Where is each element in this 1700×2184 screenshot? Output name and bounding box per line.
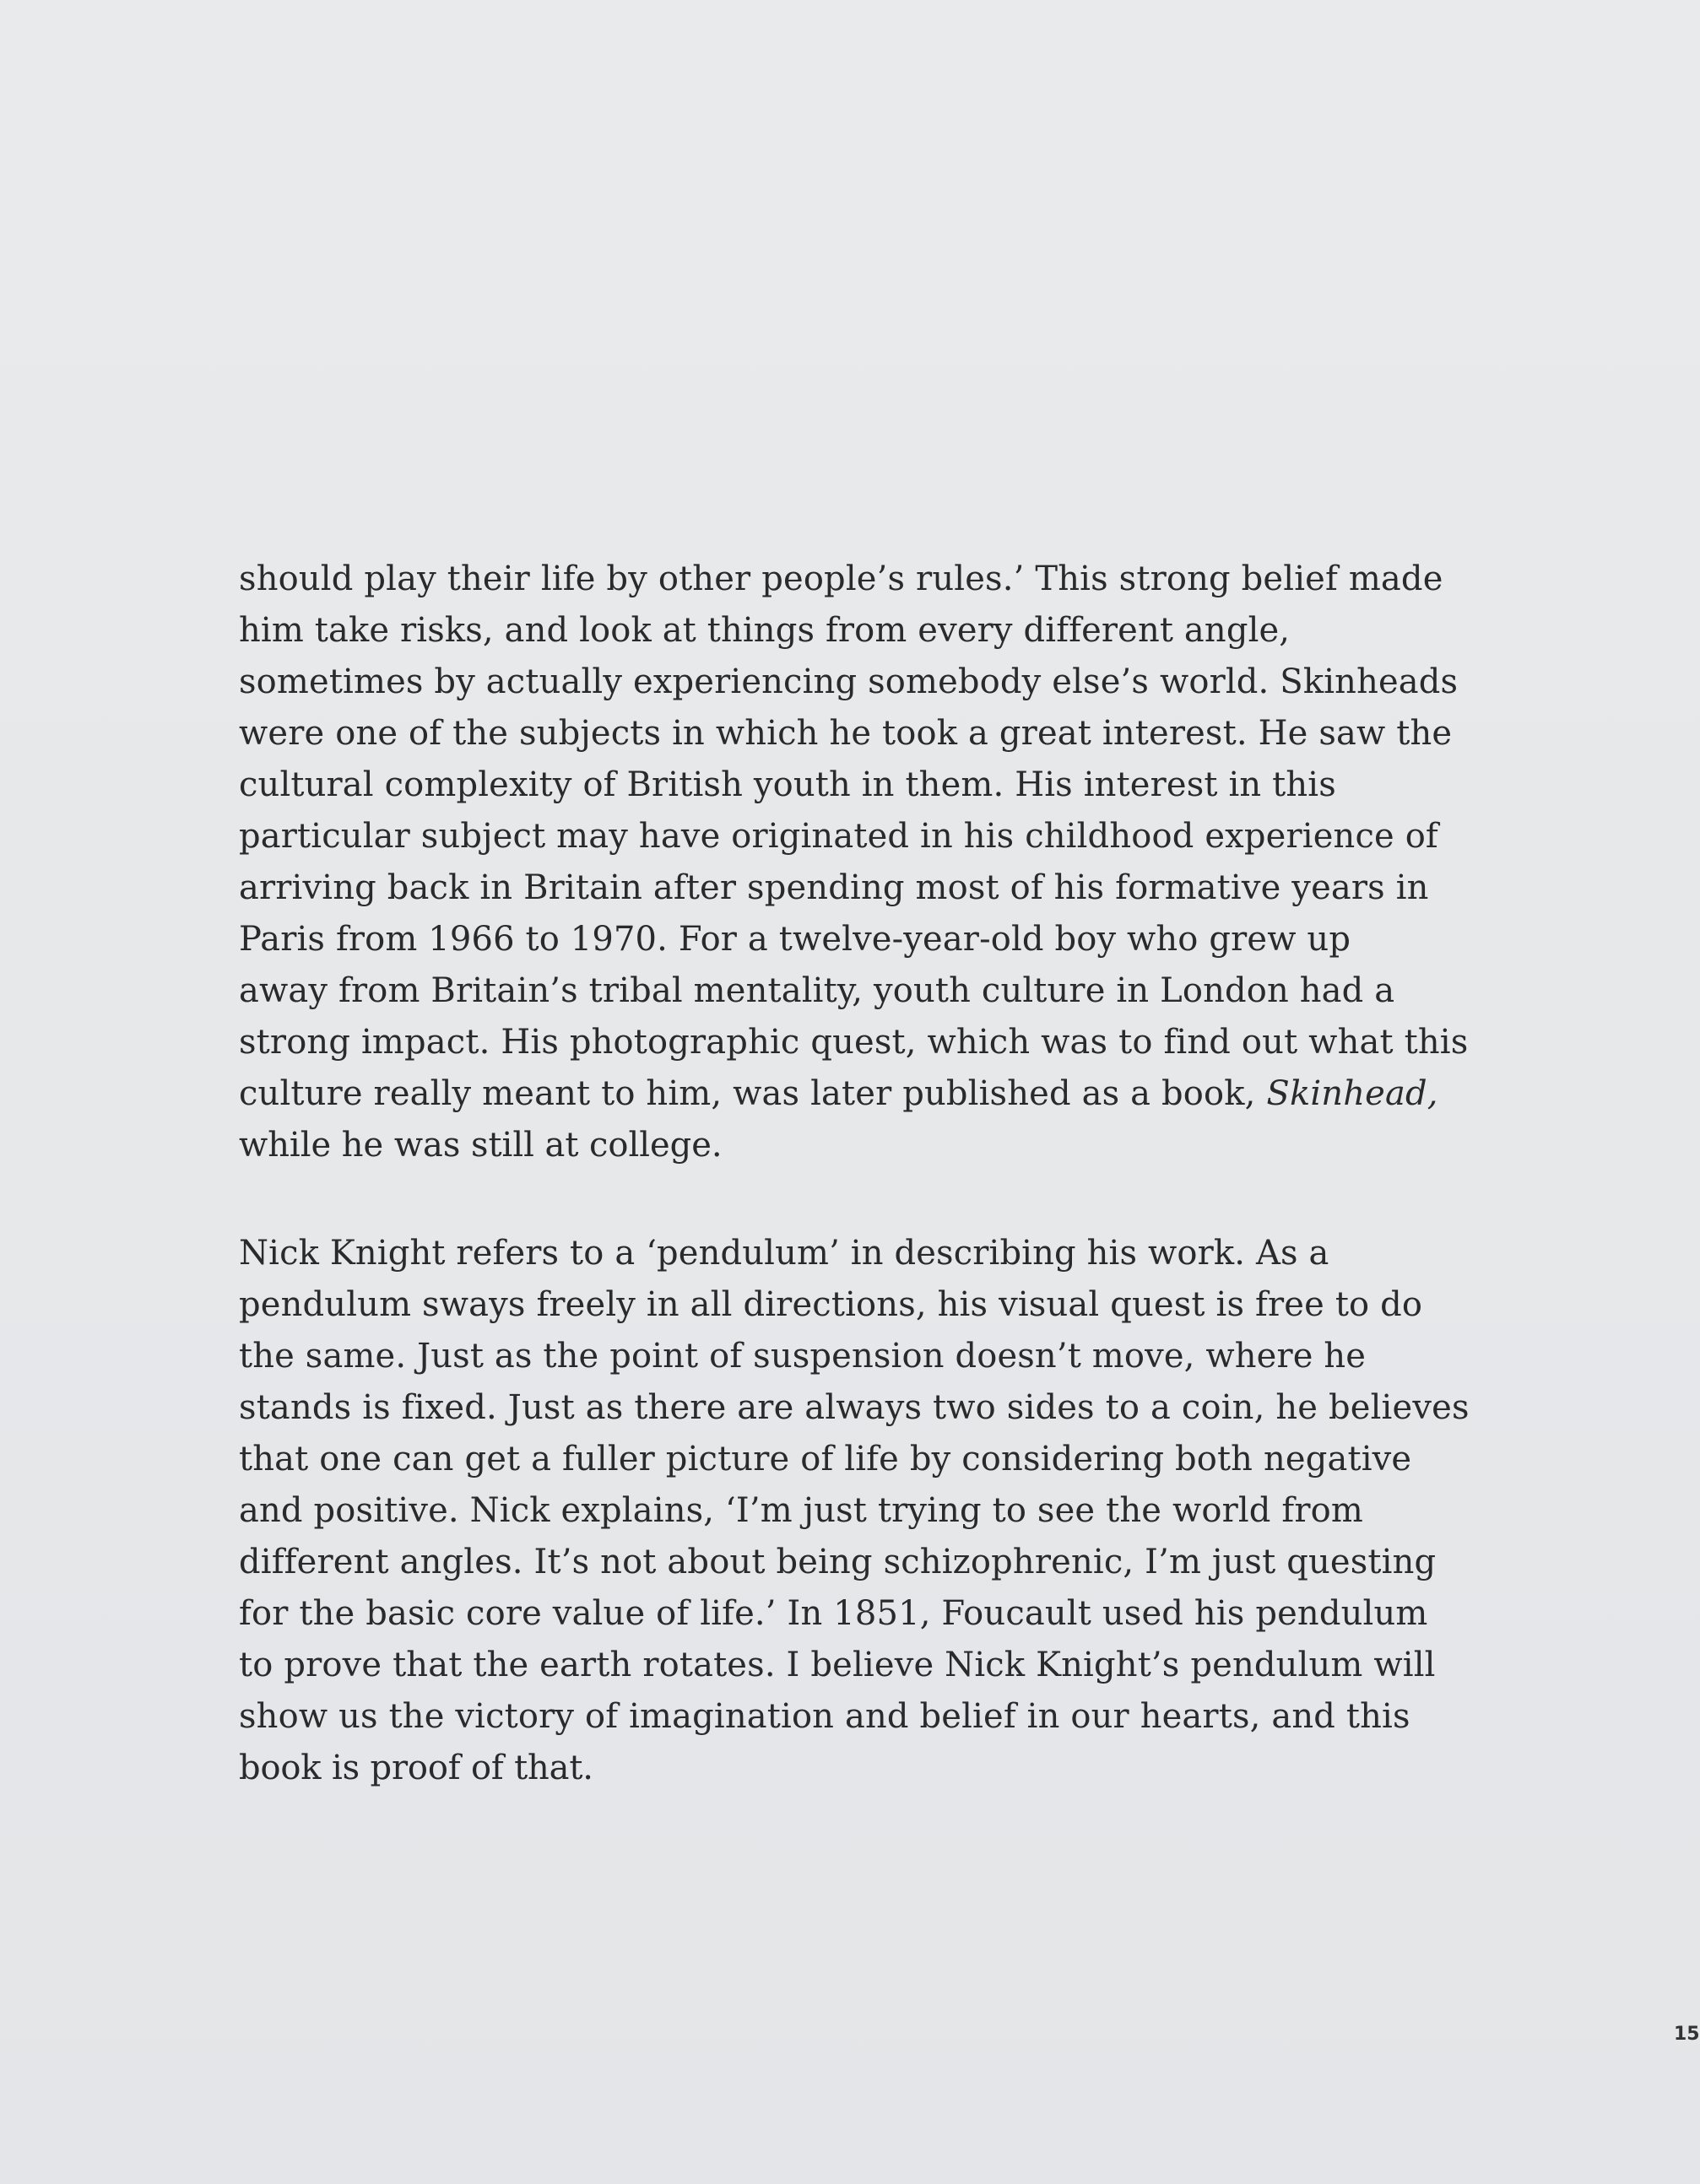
text-line: book is proof of that. bbox=[239, 1749, 593, 1787]
text-line: that one can get a fuller picture of life by considering both negative bbox=[239, 1440, 1412, 1479]
text-line: sometimes by actually experiencing somebody else’s world. Skinheads bbox=[239, 662, 1459, 701]
text-line: stands is fixed. Just as there are always two sides to a coin, he believes bbox=[239, 1388, 1470, 1427]
text-line: Nick Knight refers to a ‘pendulum’ in describing his work. As a bbox=[239, 1234, 1329, 1273]
text-line: particular subject may have originated in his childhood experience of bbox=[239, 817, 1438, 856]
text-line: to prove that the earth rotates. I believe Nick Knight’s pendulum will bbox=[239, 1646, 1436, 1684]
text-line: the same. Just as the point of suspension doesn’t move, where he bbox=[239, 1337, 1367, 1376]
text-line: him take risks, and look at things from every different angle, bbox=[239, 611, 1291, 650]
text-line: and positive. Nick explains, ‘I’m just trying to see the world from bbox=[239, 1491, 1363, 1530]
text-line: Paris from 1966 to 1970. For a twelve-year-old boy who grew up bbox=[239, 920, 1351, 959]
body-paragraph-2 bbox=[239, 1228, 1505, 1794]
text-line-segment: culture really meant to him, was later published as a book, bbox=[239, 1074, 1267, 1113]
text-line: arriving back in Britain after spending most of his formative years in bbox=[239, 868, 1429, 907]
text-line: were one of the subjects in which he took a great interest. He saw the bbox=[239, 714, 1453, 753]
text-line: away from Britain’s tribal mentality, youth culture in London had a bbox=[239, 971, 1395, 1010]
text-line bbox=[239, 1068, 1505, 1120]
text-line: strong impact. His photographic quest, which was to find out what this bbox=[239, 1023, 1469, 1062]
text-line: while he was still at college. bbox=[239, 1126, 723, 1165]
text-line: for the basic core value of life.’ In 1851, Foucault used his pendulum bbox=[239, 1594, 1428, 1633]
text-line: different angles. It’s not about being schizophrenic, I’m just questing bbox=[239, 1543, 1437, 1581]
text-line: pendulum sways freely in all directions, his visual quest is free to do bbox=[239, 1285, 1423, 1324]
text-line: cultural complexity of British youth in them. His interest in this bbox=[239, 765, 1336, 804]
text-line: should play their life by other people’s rules.’ This strong belief made bbox=[239, 560, 1443, 598]
body-paragraph-1 bbox=[239, 554, 1505, 1171]
book-title-skinhead: Skinhead, bbox=[1266, 1074, 1438, 1113]
page-number: 15 bbox=[1674, 2024, 1700, 2045]
text-line: show us the victory of imagination and belief in our hearts, and this bbox=[239, 1697, 1410, 1736]
